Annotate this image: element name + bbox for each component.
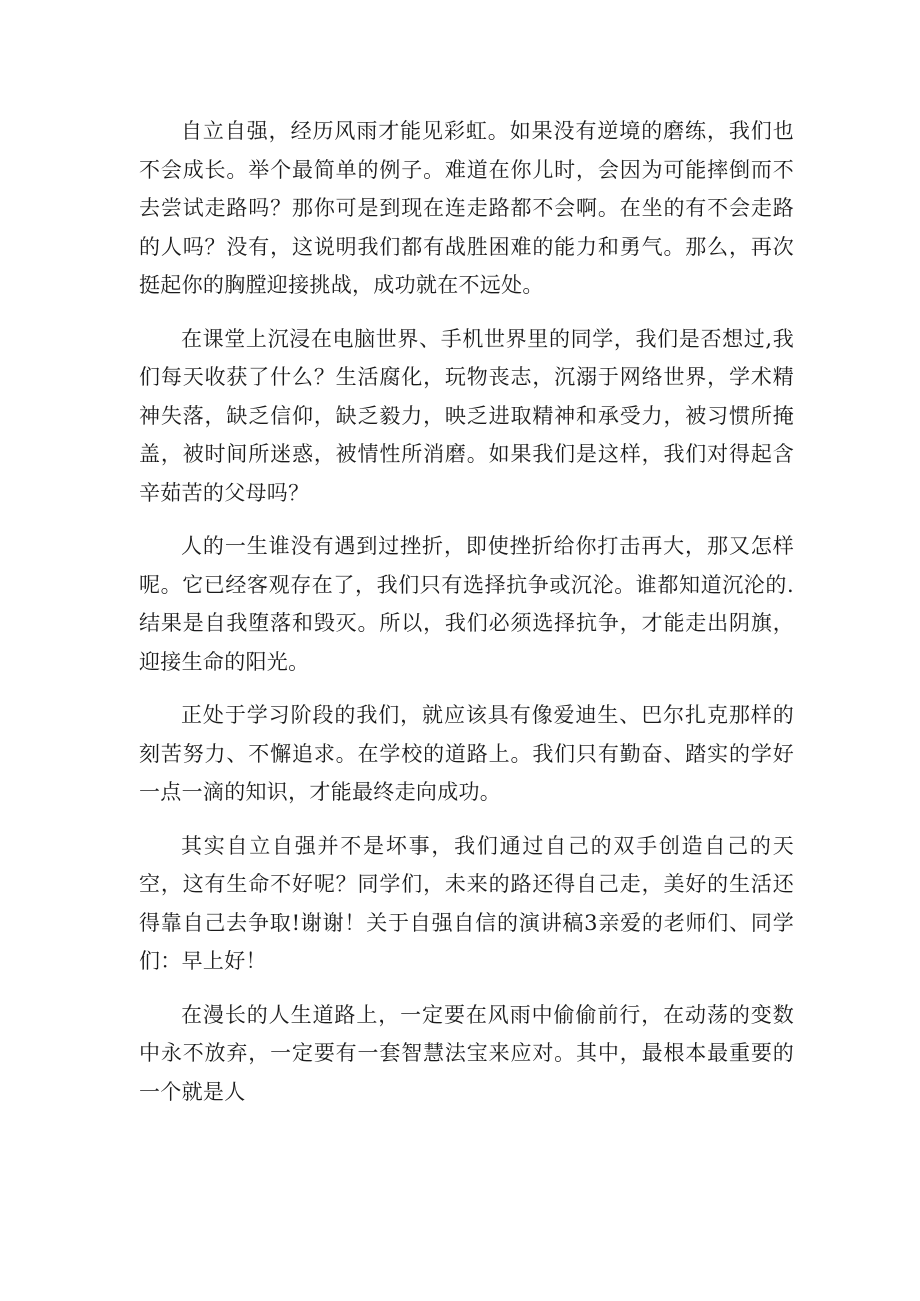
paragraph: 正处于学习阶段的我们，就应该具有像爱迪生、巴尔扎克那样的刻苦努力、不懈追求。在学校的道路上。我们只有勤奋、踏实的学好一点一滴的知识，才能最终走向成功。: [139, 703, 794, 804]
paragraph: 在漫长的人生道路上，一定要在风雨中偷偷前行，在动荡的变数中永不放弃，一定要有一套智慧法宝来应对。其中，最根本最重要的一个就是人: [139, 1002, 794, 1104]
paragraph: 人的一生谁没有遇到过挫折，即使挫折给你打击再大，那又怎样呢。它已经客观存在了，我们只有选择抗争或沉沦。谁都知道沉沦的.结果是自我堕落和毁灭。所以，我们必须选择抗争，才能走出阴旗，迎接生命的阳光。: [139, 534, 794, 674]
document-body: [139, 112, 794, 1126]
paragraph: 其实自立自强并不是坏事，我们通过自己的双手创造自己的天空，这有生命不好呢？同学们，未来的路还得自己走，美好的生活还得靠自己去争取!谢谢！关于自强自信的演讲稿3亲爱的老师们、同学们：早上好！: [139, 833, 794, 973]
paragraph: 在课堂上沉浸在电脑世界、手机世界里的同学，我们是否想过,我们每天收获了什么？生活腐化，玩物丧志，沉溺于网络世界，学术精神失落，缺乏信仰，缺乏毅力，映乏进取精神和承受力，被习惯所掩盖，被时间所迷惑，被情性所消磨。如果我们是这样，我们对得起含辛茹苦的父母吗？: [139, 326, 794, 505]
paragraph: 自立自强，经历风雨才能见彩虹。如果没有逆境的磨练，我们也不会成长。举个最简单的例子。难道在你儿时，会因为可能摔倒而不去尝试走路吗？那你可是到现在连走路都不会啊。在坐的有不会走路的人吗？没有，这说明我们都有战胜困难的能力和勇气。那么，再次挺起你的胸膛迎接挑战，成功就在不远处。: [139, 119, 794, 297]
